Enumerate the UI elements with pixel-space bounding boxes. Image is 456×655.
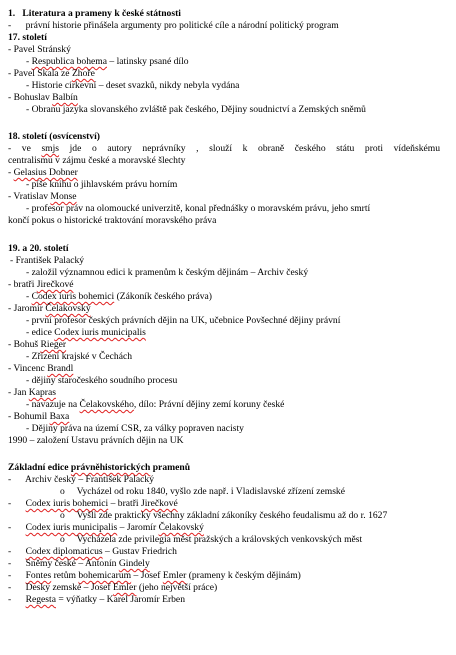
section-heading-19-20: 19. a 20. století bbox=[8, 243, 69, 254]
author-line: - Bohumil Baxa bbox=[8, 411, 70, 422]
text-line: - právní historie přinášela argumenty pro politické cíle a národní politický program bbox=[8, 20, 339, 31]
work-line: - Obranu jazyka slovanského zvláště pak českého, Dějiny soudnictví a Zemských sněmů bbox=[26, 104, 366, 115]
author-line: - bratři Jirečkové bbox=[8, 279, 74, 290]
list-item: - Fontes retům bohemicarum – Josef Emler (prameny k českým dějinám) bbox=[8, 570, 301, 581]
sub-list-item: o Vycházel od roku 1840, vyšlo zde např. i Vladislavské zřízení zemské bbox=[60, 486, 345, 497]
work-line: - Historie církevní – deset svazků, nikdy nebyla vydána bbox=[26, 80, 240, 91]
list-item: - Codex iuris municipalis – Jaromír Čelakovský bbox=[8, 522, 204, 533]
work-line: - založil významnou edici k pramenům k českým dějinám – Archiv český bbox=[26, 267, 309, 278]
list-item: - Sněmy české – Antonín Gindely bbox=[8, 558, 150, 569]
work-line: - Respublica bohema – latinsky psané dílo bbox=[26, 56, 189, 67]
author-line: - Bohuslav Balbín bbox=[8, 92, 78, 103]
list-item: - Regesta = výňatky – Karel Jaromír Erben bbox=[8, 594, 185, 605]
text-line: - ve smjs jde o autory neprávníky , slouží k obraně českého státu proti vídeňskému bbox=[8, 143, 441, 154]
work-line: - navazuje na Čelakovského, dílo: Právní dějiny zemí koruny české bbox=[26, 399, 285, 410]
work-line: - píše knihu o jihlavském právu horním bbox=[26, 179, 178, 190]
author-line: - František Palacký bbox=[10, 255, 85, 266]
work-line: - dějiny staročeského soudního procesu bbox=[26, 375, 178, 386]
section-heading-1: 1. Literatura a prameny k české státnosti bbox=[8, 8, 181, 19]
list-item: - Desky zemské – Josef Emler (jeho největší práce) bbox=[8, 582, 218, 593]
author-line: - Vincenc Brandl bbox=[8, 363, 74, 374]
author-line: - Jaromír Čelakovský bbox=[8, 303, 91, 314]
list-item: - Codex iuris bohemici – bratři Jirečkové bbox=[8, 498, 178, 509]
section-heading-17: 17. století bbox=[8, 32, 47, 43]
work-line: - Dějiny práva na území CSR, za války popraven nacisty bbox=[26, 423, 244, 434]
author-line: - Jan Kapras bbox=[8, 387, 56, 398]
author-line: - Bohuš Rieger bbox=[8, 339, 67, 350]
work-line: - Zřízení krajské v Čechách bbox=[26, 351, 133, 362]
section-heading-edice: Základní edice právněhistorických pramenů bbox=[8, 462, 191, 473]
list-item: - Archiv český – František Palacký bbox=[8, 474, 155, 485]
author-line: - Pavel Skala ze Zhoře bbox=[8, 68, 95, 79]
work-line: - první profesor českých právních dějin na UK, učebnice Povšechné dějiny právní bbox=[26, 315, 341, 326]
work-line: končí pokus o historické traktování moravského práva bbox=[8, 215, 217, 226]
sub-list-item: o Vyšli zde prakticky všechny základní zákoníky českého feudalismu až do r. 1627 bbox=[60, 510, 388, 521]
work-line: - edice Codex iuris municipalis bbox=[26, 327, 146, 338]
author-line: - Gelasius Dobner bbox=[8, 167, 78, 178]
list-item: - Codex diplomaticus – Gustav Friedrich bbox=[8, 546, 177, 557]
section-heading-18: 18. století (osvícenství) bbox=[8, 131, 100, 142]
work-line: - profesor práv na olomoucké univerzitě, konal přednášky o moravském právu, jeho smrtí bbox=[26, 203, 371, 214]
work-line: - Codex iuris bohemici (Zákoník českého práva) bbox=[26, 291, 212, 302]
text-line: centralismu v zájmu české a moravské šlechty bbox=[8, 155, 186, 166]
sub-list-item: o Vycházela zde privilegia měst pražských a královských venkovských měst bbox=[60, 534, 363, 545]
author-line: - Vratislav Monse bbox=[8, 191, 77, 202]
author-line: - Pavel Stránský bbox=[8, 44, 71, 55]
text-line: 1990 – založení Ustavu právních dějin na UK bbox=[8, 435, 184, 446]
